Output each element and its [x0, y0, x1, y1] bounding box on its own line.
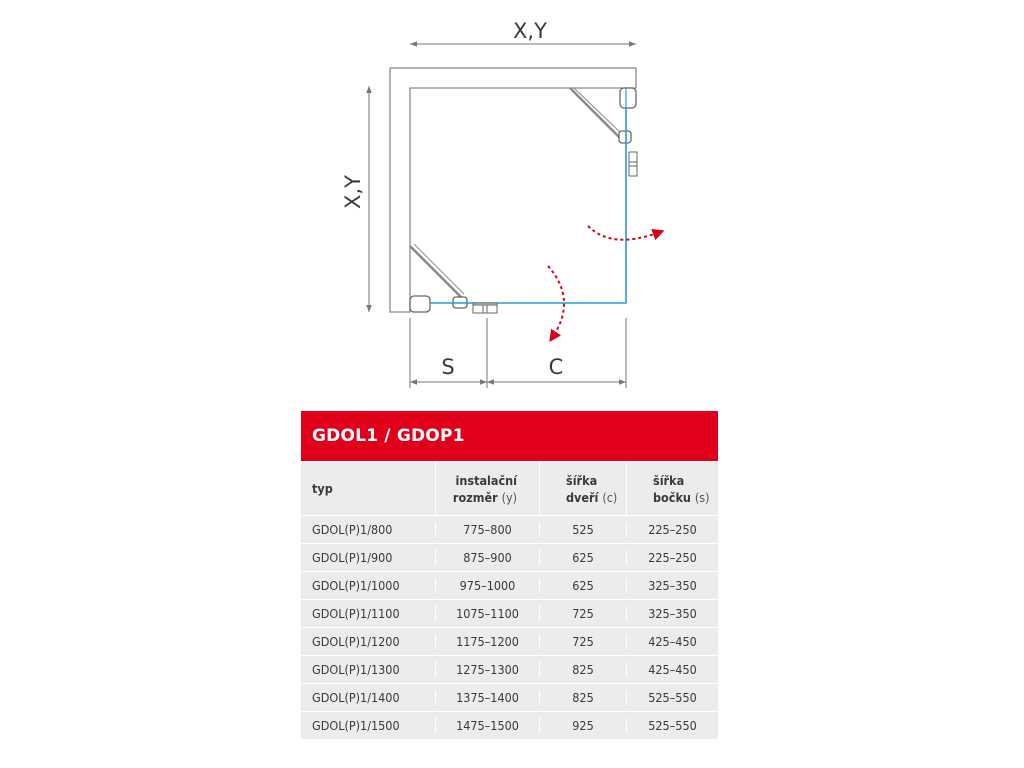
- cell-side-width: 425–450: [626, 634, 718, 649]
- cell-door-width: 925: [539, 718, 626, 733]
- side-panel-left: [410, 244, 467, 312]
- table-row: [301, 543, 718, 571]
- table-row: [301, 683, 718, 711]
- cell-typ: GDOL(P)1/1300: [312, 662, 400, 677]
- cell-door-width: 525: [539, 522, 626, 537]
- cell-installation: 1275–1300: [435, 662, 539, 677]
- cell-side-width: 225–250: [626, 550, 718, 565]
- table-row: [301, 627, 718, 655]
- dimension-left: [341, 86, 369, 312]
- cell-installation: 1375–1400: [435, 690, 539, 705]
- cell-typ: GDOL(P)1/1200: [312, 634, 400, 649]
- table-row: [301, 599, 718, 627]
- table-title: GDOL1 / GDOP1: [312, 426, 465, 446]
- cell-typ: GDOL(P)1/1400: [312, 690, 400, 705]
- cell-side-width: 425–450: [626, 662, 718, 677]
- cell-side-width: 325–350: [626, 606, 718, 621]
- swing-arrow-bottom: [548, 266, 564, 338]
- cell-door-width: 625: [539, 578, 626, 593]
- dimension-s-label: S: [441, 355, 455, 379]
- hinge-right: [619, 131, 631, 143]
- wall-profile-right: [620, 88, 636, 108]
- wall-corner: [390, 68, 636, 312]
- cell-typ: GDOL(P)1/1500: [312, 718, 400, 733]
- cell-side-width: 525–550: [626, 690, 718, 705]
- table-body: [301, 515, 718, 739]
- swing-arrow-right: [588, 226, 660, 240]
- cell-door-width: 725: [539, 634, 626, 649]
- table-row: [301, 515, 718, 543]
- cell-installation: 1075–1100: [435, 606, 539, 621]
- dimension-top: [410, 19, 636, 44]
- cell-typ: GDOL(P)1/1000: [312, 578, 400, 593]
- dimension-c-label: C: [548, 355, 564, 379]
- cell-door-width: 725: [539, 606, 626, 621]
- col-header-door-width: šířka dveří (c): [539, 462, 626, 515]
- col-header-side-width: šířka bočku (s): [626, 462, 718, 515]
- dimension-top-label: X,Y: [513, 19, 547, 43]
- col-header-installation: instalační rozměr (y): [435, 462, 539, 515]
- cell-installation: 975–1000: [435, 578, 539, 593]
- cell-door-width: 625: [539, 550, 626, 565]
- table-header-bar: [301, 411, 718, 461]
- cell-side-width: 325–350: [626, 578, 718, 593]
- cell-installation: 1175–1200: [435, 634, 539, 649]
- door-handle-bottom: [473, 303, 497, 313]
- col-header-typ: typ: [312, 481, 333, 496]
- cell-typ: GDOL(P)1/900: [312, 550, 393, 565]
- table-row: [301, 655, 718, 683]
- cell-typ: GDOL(P)1/1100: [312, 606, 400, 621]
- table-row: [301, 571, 718, 599]
- cell-typ: GDOL(P)1/800: [312, 522, 393, 537]
- table-row: [301, 711, 718, 739]
- cell-installation: 1475–1500: [435, 718, 539, 733]
- cell-door-width: 825: [539, 662, 626, 677]
- door-handle-right: [629, 152, 637, 176]
- spec-table: [301, 411, 718, 739]
- cell-door-width: 825: [539, 690, 626, 705]
- wall-profile-left: [410, 296, 430, 312]
- cell-side-width: 225–250: [626, 522, 718, 537]
- cell-side-width: 525–550: [626, 718, 718, 733]
- cell-installation: 775–800: [435, 522, 539, 537]
- dimension-left-label: X,Y: [341, 175, 365, 209]
- glass-doors: [430, 88, 626, 303]
- table-column-headers: [301, 461, 718, 515]
- cell-installation: 875–900: [435, 550, 539, 565]
